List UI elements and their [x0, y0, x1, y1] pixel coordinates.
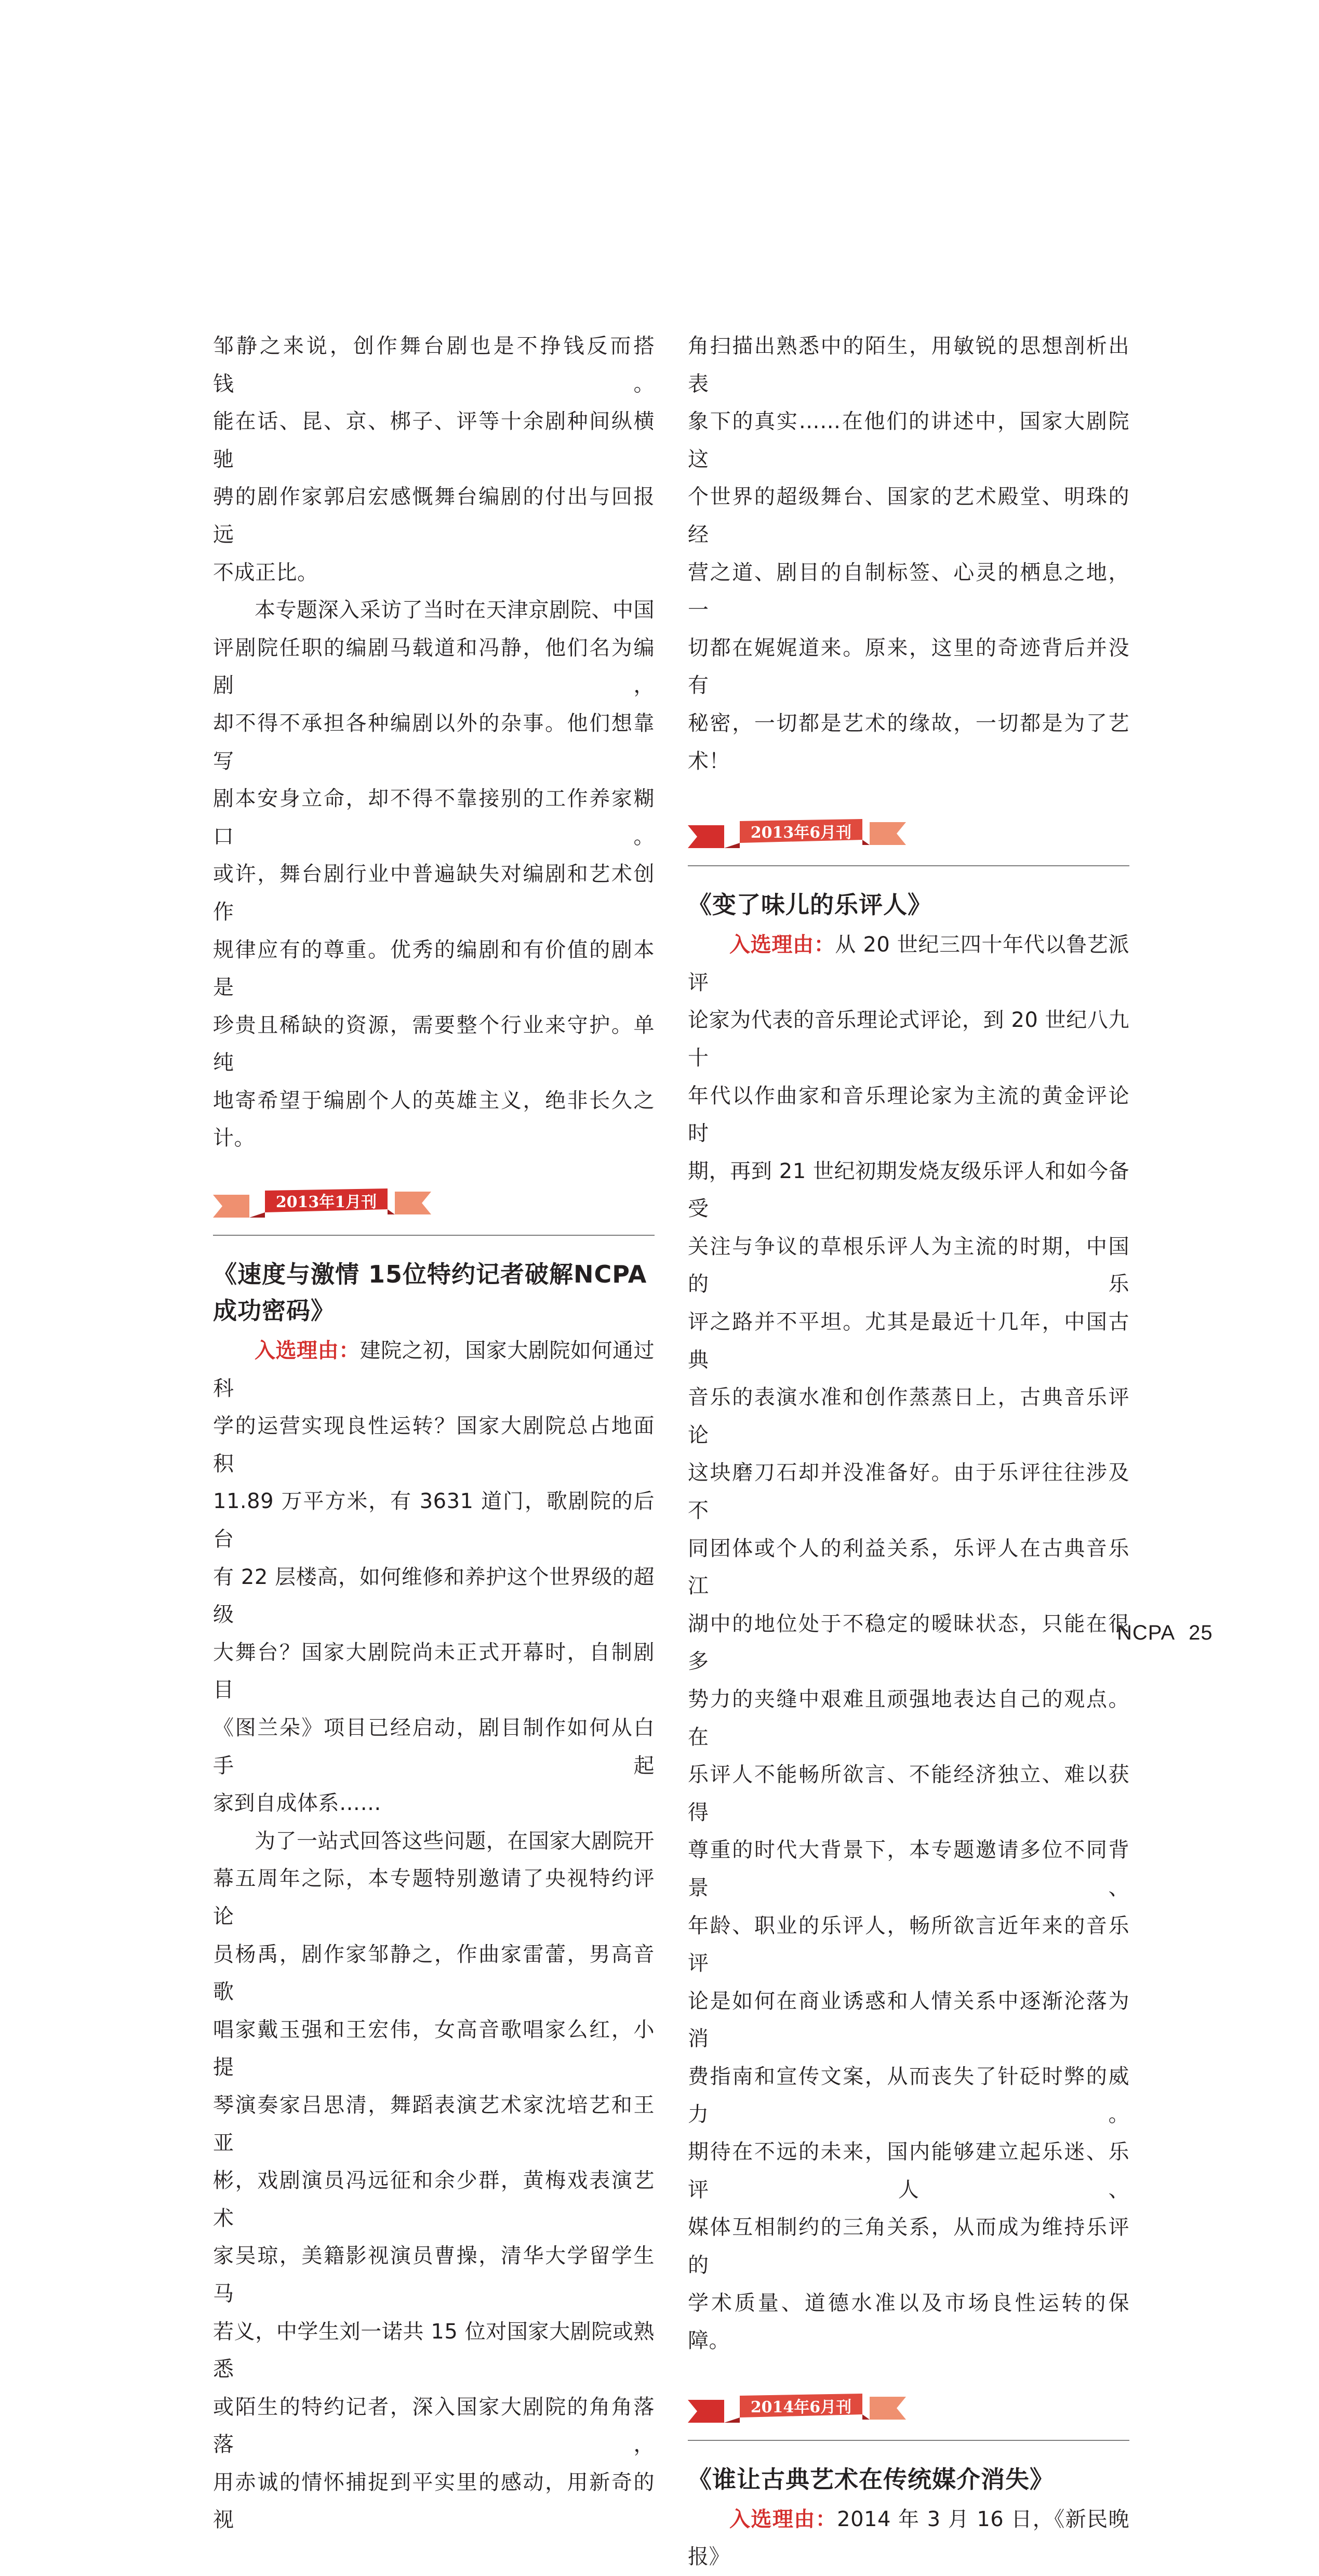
text-line: 评剧院任职的编剧马载道和冯静，他们名为编剧， — [213, 636, 655, 698]
reason-label: 入选理由： — [729, 2507, 837, 2531]
text-line: 不成正比。 — [213, 560, 318, 585]
text-line: 评之路并不平坦。尤其是最近十几年，中国古典 — [688, 1310, 1129, 1372]
reason-first-line — [688, 2501, 1129, 2576]
reason-text: 2014 年 3 月 16 日，《新民晚报》 — [688, 2507, 1130, 2569]
text-line: 家吴琼，美籍影视演员曹操，清华大学留学生马 — [213, 2244, 655, 2306]
text-line: 骋的剧作家郭启宏感慨舞台编剧的付出与回报远 — [213, 485, 655, 547]
text-line: 学的运营实现良性运转？国家大剧院总占地面积 — [213, 1414, 655, 1476]
text-line: 地寄希望于编剧个人的英雄主义，绝非长久之计。 — [213, 1088, 655, 1151]
text-line: 角扫描出熟悉中的陌生，用敏锐的思想剖析出表 — [688, 334, 1129, 396]
text-line: 这块磨刀石却并没准备好。由于乐评往往涉及不 — [688, 1461, 1129, 1523]
text-line: 却不得不承担各种编剧以外的杂事。他们想靠写 — [213, 711, 655, 773]
issue-date: 2013年1月刊 — [275, 1193, 377, 1212]
article-title: 《变了味儿的乐评人》 — [688, 891, 932, 919]
title-line-2: 成功密码》 — [213, 1297, 335, 1325]
text-line: 能在话、昆、京、梆子、评等十余剧种间纵横驰 — [213, 409, 655, 471]
text-line: 象下的真实……在他们的讲述中，国家大剧院这 — [688, 409, 1129, 471]
reason-text: 建院之初，国家大剧院如何通过科 — [213, 1339, 655, 1401]
text-line: 剧本安身立命，却不得不靠接别的工作养家糊口。 — [213, 787, 655, 849]
section-divider — [213, 1235, 655, 1236]
text-line: 唱家戴玉强和王宏伟，女高音歌唱家么红，小提 — [213, 2017, 655, 2080]
text-line: 论家为代表的音乐理论式评论，到 20 世纪八九十 — [688, 1008, 1129, 1070]
text-line: 家到自成体系…… — [213, 1791, 381, 1816]
article-title: 《谁让古典艺术在传统媒介消失》 — [688, 2465, 1054, 2493]
page-footer — [1117, 1621, 1213, 1645]
section-header-2013-01 — [213, 1183, 655, 1240]
article-paragraph — [213, 1822, 655, 2539]
left-para-1 — [213, 327, 655, 591]
reason-text: 从 20 世纪三四十年代以鲁艺派评 — [688, 933, 1130, 995]
text-line: 乐评人不能畅所欲言、不能经济独立、难以获得 — [688, 1763, 1129, 1825]
text-line: 学术质量、道德水准以及市场良性运转的保障。 — [688, 2291, 1129, 2353]
text-line: 切都在娓娓道来。原来，这里的奇迹背后并没有 — [688, 636, 1129, 698]
text-line: 用赤诚的情怀捕捉到平实里的感动，用新奇的视 — [213, 2470, 655, 2532]
right-continuation — [688, 327, 1129, 780]
text-line: 11.89 万平方米，有 3631 道门，歌剧院的后台 — [213, 1489, 655, 1552]
selection-reason — [688, 2501, 1129, 2576]
text-line: 同团体或个人的利益关系，乐评人在古典音乐江 — [688, 1536, 1129, 1599]
text-line: 费指南和宣传文案，从而丧失了针砭时弊的威力。 — [688, 2064, 1129, 2126]
section-divider — [688, 865, 1129, 866]
reason-first-line — [688, 926, 1129, 1001]
reason-label: 入选理由： — [255, 1339, 360, 1363]
text-line: 年龄、职业的乐评人，畅所欲言近年来的音乐评 — [688, 1913, 1129, 1976]
reason-first-line — [213, 1332, 655, 1407]
left-para-2 — [213, 591, 655, 1157]
section-header-2014-06 — [688, 2388, 1129, 2446]
text-line: 秘密，一切都是艺术的缘故，一切都是为了艺术！ — [688, 711, 1129, 773]
selection-reason — [213, 1332, 655, 1822]
reason-label: 入选理由： — [729, 933, 835, 957]
text-line: 或陌生的特约记者，深入国家大剧院的角角落落， — [213, 2395, 655, 2457]
text-line: 年代以作曲家和音乐理论家为主流的黄金评论时 — [688, 1084, 1129, 1146]
text-line: 《图兰朵》项目已经启动，剧目制作如何从白手起 — [213, 1716, 655, 1778]
text-line: 规律应有的尊重。优秀的编剧和有价值的剧本是 — [213, 937, 655, 1000]
text-line: 营之道、剧目的自制标签、心灵的栖息之地，一 — [688, 560, 1129, 623]
text-line: 邹静之来说，创作舞台剧也是不挣钱反而搭钱。 — [213, 334, 655, 396]
section-divider — [688, 2440, 1129, 2441]
text-line: 珍贵且稀缺的资源，需要整个行业来守护。单纯 — [213, 1013, 655, 1075]
text-line: 为了一站式回答这些问题，在国家大剧院开 — [255, 1829, 655, 1853]
text-line: 媒体互相制约的三角关系，从而成为维持乐评的 — [688, 2215, 1129, 2277]
brand-name: NCPA — [1117, 1621, 1174, 1644]
text-line: 论是如何在商业诱惑和人情关系中逐渐沦落为消 — [688, 1989, 1129, 2051]
text-line: 本专题深入采访了当时在天津京剧院、中国 — [255, 598, 655, 623]
text-line: 关注与争议的草根乐评人为主流的时期，中国的乐 — [688, 1234, 1129, 1297]
text-line: 期，再到 21 世纪初期发烧友级乐评人和如今备受 — [688, 1159, 1129, 1221]
article-title — [213, 1256, 655, 1329]
text-line: 员杨禹，剧作家邹静之，作曲家雷蕾，男高音歌 — [213, 1942, 655, 2004]
text-line: 尊重的时代大背景下，本专题邀请多位不同背景、 — [688, 1838, 1129, 1900]
issue-date: 2013年6月刊 — [750, 824, 852, 842]
text-line: 幕五周年之际，本专题特别邀请了央视特约评论 — [213, 1867, 655, 1928]
text-line: 个世界的超级舞台、国家的艺术殿堂、明珠的经 — [688, 485, 1129, 547]
title-line-1: 《速度与激情 15位特约记者破解NCPA — [213, 1260, 647, 1289]
text-line: 期待在不远的未来，国内能够建立起乐迷、乐评人、 — [688, 2140, 1129, 2202]
text-line: 若义，中学生刘一诺共 15 位对国家大剧院或熟悉 — [213, 2319, 655, 2382]
text-line: 湖中的地位处于不稳定的暧昧状态，只能在很多 — [688, 1611, 1129, 1674]
page-number: 25 — [1189, 1621, 1213, 1644]
text-line: 音乐的表演水准和创作蒸蒸日上，古典音乐评论 — [688, 1385, 1129, 1447]
text-line: 琴演奏家吕思清，舞蹈表演艺术家沈培艺和王亚 — [213, 2093, 655, 2155]
selection-reason — [688, 926, 1129, 2360]
section-header-2013-06 — [688, 814, 1129, 871]
text-line: 势力的夹缝中艰难且顽强地表达自己的观点。在 — [688, 1687, 1129, 1749]
issue-date: 2014年6月刊 — [750, 2398, 852, 2416]
text-line: 或许，舞台剧行业中普遍缺失对编剧和艺术创作 — [213, 862, 655, 924]
left-column — [213, 327, 655, 2539]
text-line: 有 22 层楼高，如何维修和养护这个世界级的超级 — [213, 1565, 655, 1627]
right-column — [688, 327, 1129, 2576]
text-line: 彬，戏剧演员冯远征和余少群，黄梅戏表演艺术 — [213, 2169, 655, 2230]
text-line: 大舞台？国家大剧院尚未正式开幕时，自制剧目 — [213, 1640, 655, 1702]
